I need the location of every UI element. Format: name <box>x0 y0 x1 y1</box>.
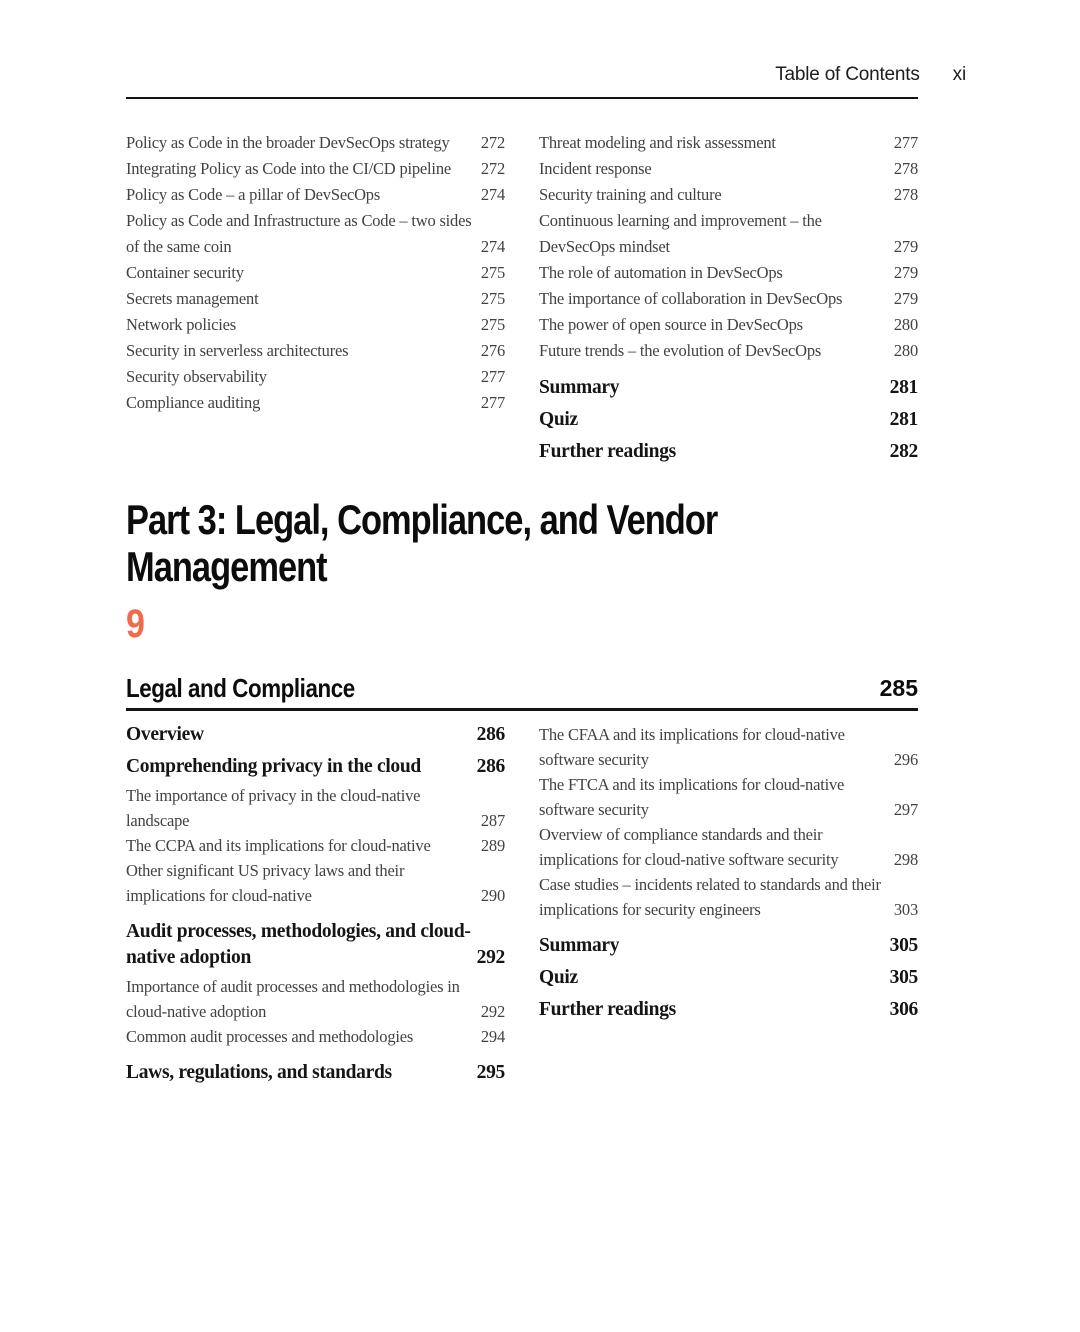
toc-entry-label: Overview <box>126 724 204 745</box>
toc-entry-page: 297 <box>893 800 918 819</box>
toc-entry <box>126 833 505 858</box>
toc-bottom-left-column <box>126 722 505 1086</box>
part-heading: Part 3: Legal, Compliance, and Vendor Management <box>126 496 718 590</box>
toc-entry <box>539 260 918 286</box>
toc-entry-page: 277 <box>480 367 505 386</box>
toc-entry-label: Security training and culture <box>539 185 722 204</box>
toc-entry <box>126 130 505 156</box>
toc-entry-label: Common audit processes and methodologies <box>126 1027 414 1046</box>
toc-chapter9-section <box>126 722 918 1086</box>
toc-entry-page: 278 <box>893 185 918 204</box>
toc-entry-label: Future trends – the evolution of DevSecOps <box>539 341 822 360</box>
toc-entry-label: Importance of audit processes and methodologies in cloud-native adoption <box>126 977 460 1021</box>
toc-entry-label: Compliance auditing <box>126 393 261 412</box>
toc-entry-label: Quiz <box>539 967 578 988</box>
toc-entry-label: Quiz <box>539 409 578 430</box>
running-header-page-number: xi <box>952 64 966 85</box>
toc-entry <box>126 156 505 182</box>
toc-entry <box>126 783 505 833</box>
toc-entry-page: 279 <box>893 263 918 282</box>
toc-entry <box>539 286 918 312</box>
toc-entry-label: Comprehending privacy in the cloud <box>126 756 421 777</box>
toc-entry-label: Secrets management <box>126 289 259 308</box>
toc-entry-label: Policy as Code and Infrastructure as Code – two sides of the same coin <box>126 211 472 256</box>
toc-entry <box>126 312 505 338</box>
toc-entry <box>539 872 918 922</box>
toc-entry-page: 277 <box>893 133 918 152</box>
toc-entry-page: 272 <box>480 159 505 178</box>
toc-entry <box>539 156 918 182</box>
toc-entry-page: 298 <box>893 850 918 869</box>
toc-entry-page: 292 <box>476 947 505 968</box>
chapter-number: 9 <box>126 602 145 646</box>
toc-entry-label: Further readings <box>539 441 676 462</box>
toc-entry-label: Continuous learning and improvement – the DevSecOps mindset <box>539 211 822 256</box>
toc-entry <box>126 754 505 780</box>
toc-continued-section <box>126 130 918 465</box>
running-header <box>126 63 966 87</box>
chapter-page-number: 285 <box>879 675 918 701</box>
toc-entry-label: Overview of compliance standards and their implications for cloud-native software security <box>539 825 839 869</box>
toc-entry-page: 279 <box>893 237 918 256</box>
toc-entry-page: 274 <box>480 237 505 256</box>
toc-entry-page: 274 <box>480 185 505 204</box>
toc-entry-page: 305 <box>889 935 918 956</box>
toc-entry <box>539 407 918 433</box>
toc-entry-page: 280 <box>893 315 918 334</box>
toc-entry-label: Threat modeling and risk assessment <box>539 133 776 152</box>
toc-entry <box>126 722 505 748</box>
toc-entry <box>539 933 918 959</box>
toc-entry-page: 286 <box>476 724 505 745</box>
toc-entry-label: Network policies <box>126 315 236 334</box>
toc-entry-page: 280 <box>893 341 918 360</box>
toc-entry-page: 276 <box>480 341 505 360</box>
toc-entry <box>539 182 918 208</box>
toc-entry <box>539 439 918 465</box>
toc-entry <box>539 722 918 772</box>
toc-entry-label: Audit processes, methodologies, and cloud-native adoption <box>126 921 471 968</box>
toc-bottom-right-column <box>539 722 918 1086</box>
toc-entry <box>126 919 505 971</box>
chapter-divider <box>126 708 918 711</box>
toc-entry <box>126 390 505 416</box>
toc-entry-page: 278 <box>893 159 918 178</box>
toc-entry <box>126 286 505 312</box>
toc-entry-page: 296 <box>893 750 918 769</box>
toc-entry-label: The CCPA and its implications for cloud-native <box>126 836 431 855</box>
toc-entry <box>539 312 918 338</box>
toc-entry <box>539 822 918 872</box>
toc-entry-page: 277 <box>480 393 505 412</box>
toc-entry <box>126 338 505 364</box>
toc-entry-page: 294 <box>480 1027 505 1046</box>
toc-entry-page: 287 <box>480 811 505 830</box>
toc-entry-page: 275 <box>480 289 505 308</box>
toc-top-right-column <box>539 130 918 465</box>
toc-entry-label: The role of automation in DevSecOps <box>539 263 783 282</box>
toc-entry-page: 305 <box>889 967 918 988</box>
toc-entry-label: Policy as Code in the broader DevSecOps strategy <box>126 133 450 152</box>
toc-entry-page: 295 <box>476 1062 505 1083</box>
toc-entry-label: Container security <box>126 263 244 282</box>
toc-entry-label: The importance of privacy in the cloud-native landscape <box>126 786 421 830</box>
toc-entry <box>126 182 505 208</box>
toc-entry-label: Security in serverless architectures <box>126 341 349 360</box>
toc-entry-label: The CFAA and its implications for cloud-native software security <box>539 725 845 769</box>
toc-top-left-column <box>126 130 505 465</box>
toc-entry <box>126 208 505 260</box>
toc-entry-label: Laws, regulations, and standards <box>126 1062 392 1083</box>
toc-entry-page: 292 <box>480 1002 505 1021</box>
toc-entry <box>539 965 918 991</box>
chapter-heading-row <box>126 672 918 704</box>
toc-entry-page: 303 <box>893 900 918 919</box>
toc-entry-label: The importance of collaboration in DevSecOps <box>539 289 843 308</box>
header-divider <box>126 97 918 99</box>
running-header-title: Table of Contents <box>775 64 920 85</box>
toc-entry-page: 275 <box>480 263 505 282</box>
toc-entry <box>126 858 505 908</box>
toc-entry-label: Incident response <box>539 159 652 178</box>
toc-entry-label: Integrating Policy as Code into the CI/CD pipeline <box>126 159 451 178</box>
toc-entry-label: Policy as Code – a pillar of DevSecOps <box>126 185 381 204</box>
toc-entry-page: 275 <box>480 315 505 334</box>
toc-entry-page: 281 <box>889 377 918 398</box>
toc-entry <box>126 1060 505 1086</box>
toc-entry-label: Further readings <box>539 999 676 1020</box>
toc-entry <box>539 375 918 401</box>
toc-entry <box>539 208 918 260</box>
toc-entry-page: 286 <box>476 756 505 777</box>
toc-entry <box>539 772 918 822</box>
toc-entry-label: Summary <box>539 377 620 398</box>
toc-entry <box>126 364 505 390</box>
toc-entry-page: 279 <box>893 289 918 308</box>
toc-entry <box>539 130 918 156</box>
toc-entry <box>539 338 918 364</box>
chapter-title: Legal and Compliance <box>126 673 355 703</box>
toc-entry-page: 289 <box>480 836 505 855</box>
toc-entry-label: The power of open source in DevSecOps <box>539 315 803 334</box>
toc-entry-page: 306 <box>889 999 918 1020</box>
toc-entry-page: 281 <box>889 409 918 430</box>
toc-entry-label: Security observability <box>126 367 267 386</box>
toc-entry <box>539 997 918 1023</box>
toc-entry-label: The FTCA and its implications for cloud-native software security <box>539 775 845 819</box>
toc-entry <box>126 974 505 1024</box>
toc-entry-page: 282 <box>889 441 918 462</box>
toc-entry <box>126 1024 505 1049</box>
toc-entry <box>126 260 505 286</box>
toc-entry-label: Other significant US privacy laws and their implications for cloud-native <box>126 861 405 905</box>
toc-entry-label: Summary <box>539 935 620 956</box>
toc-entry-page: 272 <box>480 133 505 152</box>
toc-entry-page: 290 <box>480 886 505 905</box>
toc-entry-label: Case studies – incidents related to standards and their implications for security engineers <box>539 875 881 919</box>
